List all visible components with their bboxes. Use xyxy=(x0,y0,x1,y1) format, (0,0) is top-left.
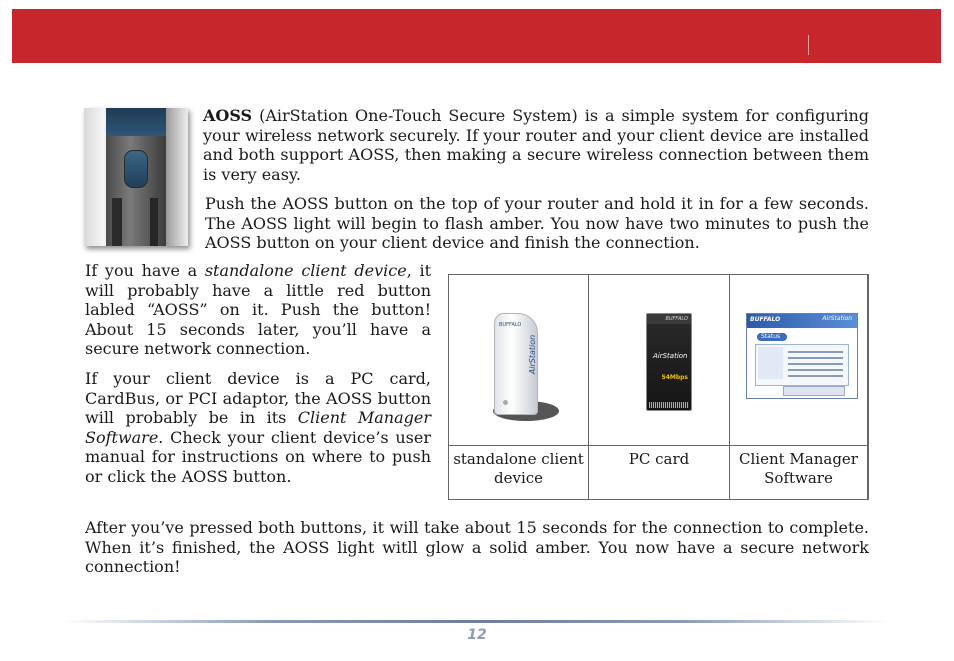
status-sidebar xyxy=(758,347,783,379)
product-cell-standalone xyxy=(449,275,589,499)
status-row xyxy=(788,375,843,377)
intro-text: (AirStation One-Touch Secure System) is a simple system for configuring your wireless network securely. If your router and your client device are installed and both support AOSS, then making a secure wireless connection between them is very easy. xyxy=(203,106,869,184)
aoss-button-icon xyxy=(124,150,148,188)
status-row xyxy=(788,351,843,353)
table-divider xyxy=(449,445,868,446)
device-brand: BUFFALO xyxy=(499,322,522,328)
intro-paragraph xyxy=(203,106,869,184)
pc-card-pins xyxy=(649,402,689,408)
caption-pc-card: PC card xyxy=(628,450,690,468)
caption-standalone: standalone client device xyxy=(453,450,584,487)
window-brand: BUFFALO xyxy=(750,316,781,323)
status-tab-label: Status xyxy=(761,333,781,340)
product-cell-pc-card xyxy=(589,275,730,499)
pc-card-logo: AirStation xyxy=(653,352,688,360)
standalone-text-a: If you have a xyxy=(85,261,205,280)
pc-card-image xyxy=(646,313,692,411)
window-logo: AirStation xyxy=(822,315,852,322)
standalone-device-image xyxy=(494,313,538,415)
status-panel xyxy=(755,344,849,386)
product-cell-software xyxy=(730,275,868,499)
aoss-button-photo xyxy=(84,108,188,246)
status-row xyxy=(788,363,843,365)
device-logo: AirStation xyxy=(528,334,538,375)
router-slot xyxy=(112,198,122,246)
pc-card-speed: 54Mbps xyxy=(661,374,688,381)
status-row xyxy=(788,357,843,359)
pc-card-text-b: . Check your client device’s user manual for instructions on where to push or click the AOSS button. xyxy=(85,427,431,486)
aoss-term: AOSS xyxy=(203,106,253,125)
standalone-term: standalone client device xyxy=(204,261,407,280)
page-number: 12 xyxy=(467,627,487,643)
footer-rule xyxy=(62,620,890,623)
closing-paragraph: After you’ve pressed both buttons, it will take about 15 seconds for the connection to complete. When it’s finished, the AOSS light witll glow a solid amber. You now have a secure network connection! xyxy=(85,518,869,576)
standalone-paragraph xyxy=(85,261,431,359)
router-slot xyxy=(150,198,158,246)
window-title-bar xyxy=(747,314,857,328)
standalone-text-b: , it will probably have a little red button labled “AOSS” on it. Push the button! About 15 seconds later, you’ll have a secure network connection. xyxy=(85,261,432,358)
router-top-strip xyxy=(106,108,166,136)
pc-card-brand: BUFFALO xyxy=(665,316,688,322)
header-bar xyxy=(12,9,941,63)
client-manager-screenshot xyxy=(746,313,858,399)
device-light xyxy=(503,400,508,405)
client-manager-term: Client Manager Software xyxy=(85,408,431,447)
caption-software: Client Manager Software xyxy=(739,450,858,487)
push-button-paragraph: Push the AOSS button on the top of your router and hold it in for a few seconds. The AOSS light will begin to flash amber. You now have two minutes to push the AOSS button on your client device and finish the connection. xyxy=(205,194,869,252)
product-table xyxy=(448,274,869,500)
pc-card-paragraph xyxy=(85,369,431,486)
header-divider xyxy=(808,35,809,55)
pc-card-text-a: If your client device is a PC card, CardBus, or PCI adaptor, the AOSS button will probably be in its xyxy=(85,369,431,427)
status-row xyxy=(788,369,843,371)
window-buttons xyxy=(783,386,845,396)
